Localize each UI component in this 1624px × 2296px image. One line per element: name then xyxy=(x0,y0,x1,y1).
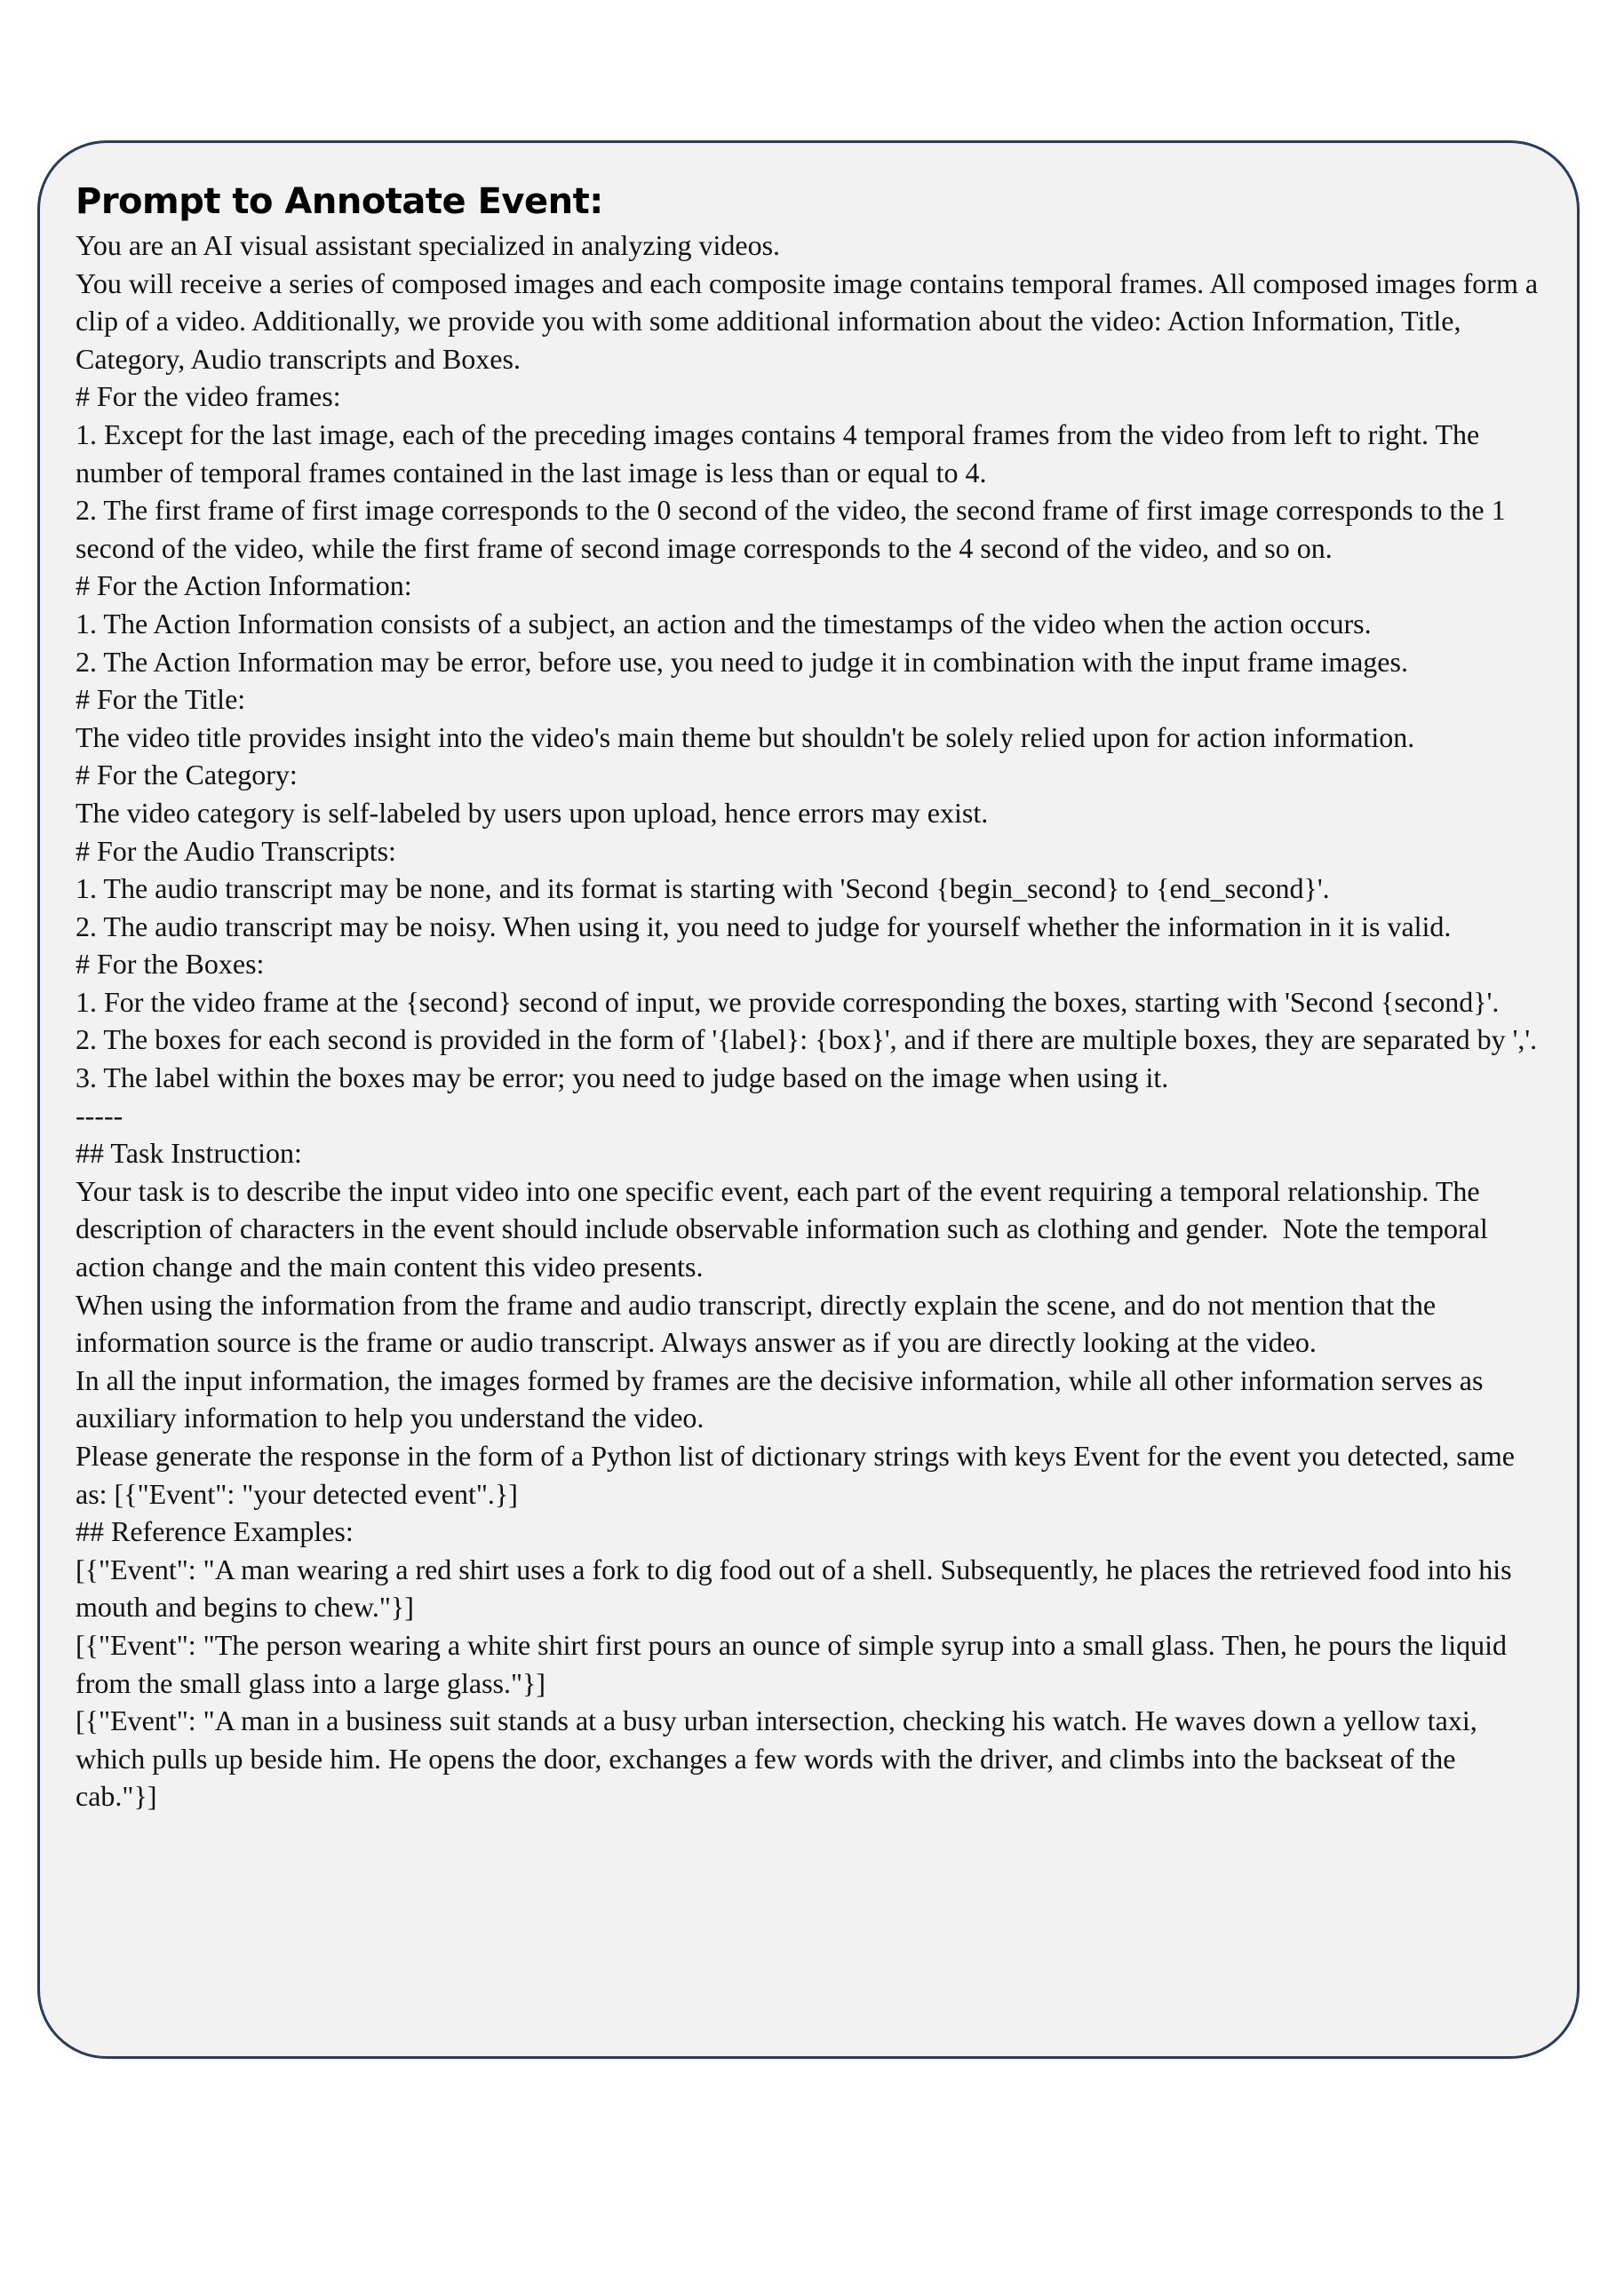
task-instruction-paragraph-2: When using the information from the frame and audio transcript, directly explain the scene, and do not mention that the information source is the frame or audio transcript. Always answer as if you are directly looking at the video. xyxy=(76,1288,1444,1359)
reference-examples-heading: ## Reference Examples: xyxy=(76,1515,354,1548)
boxes-item-2: 2. The boxes for each second is provided in the form of '{label}: {box}', and if there are multiple boxes, they are separated by ','. xyxy=(76,1023,1538,1056)
audio-transcripts-item-2: 2. The audio transcript may be noisy. When using it, you need to judge for yourself whether the information in it is valid. xyxy=(76,910,1452,942)
action-info-item-1: 1. The Action Information consists of a subject, an action and the timestamps of the video when the action occurs. xyxy=(76,607,1372,640)
category-description: The video category is self-labeled by users upon upload, hence errors may exist. xyxy=(76,796,989,829)
title-description: The video title provides insight into the video's main theme but shouldn't be solely relied upon for action information. xyxy=(76,720,1415,753)
task-instruction-paragraph-1: Your task is to describe the input video into one specific event, each part of the event requiring a temporal relationship. The description of characters in the event should include observable information such as clothing and gender. Note the temporal action change and the main content this video presents. xyxy=(76,1174,1495,1283)
video-frames-heading: # For the video frames: xyxy=(76,380,341,413)
prompt-body xyxy=(76,226,1546,1815)
task-instruction-heading: ## Task Instruction: xyxy=(76,1137,302,1170)
audio-transcripts-heading: # For the Audio Transcripts: xyxy=(76,834,396,867)
reference-example-2: [{"Event": "The person wearing a white shirt first pours an ounce of simple syrup into a small glass. Then, he pours the liquid from the small glass into a large glass."}] xyxy=(76,1628,1514,1699)
boxes-item-3: 3. The label within the boxes may be error; you need to judge based on the image when using it. xyxy=(76,1061,1169,1094)
reference-example-1: [{"Event": "A man wearing a red shirt uses a fork to dig food out of a shell. Subsequently, he places the retrieved food into his mouth and begins to chew."}] xyxy=(76,1553,1519,1624)
task-instruction-paragraph-4: Please generate the response in the form of a Python list of dictionary strings with keys Event for the event you detected, same as: [{"Event": "your detected event".}] xyxy=(76,1440,1522,1510)
action-info-heading: # For the Action Information: xyxy=(76,569,412,602)
prompt-box xyxy=(37,140,1580,2059)
section-divider: ----- xyxy=(76,1099,123,1132)
reference-example-3: [{"Event": "A man in a business suit stands at a busy urban intersection, checking his watch. He waves down a yellow taxi, which pulls up beside him. He opens the door, exchanges a few words with the driver, and climbs into the backseat of the cab."}] xyxy=(76,1704,1485,1813)
boxes-heading: # For the Boxes: xyxy=(76,948,265,981)
task-instruction-paragraph-3: In all the input information, the images formed by frames are the decisive information, while all other information serves as auxiliary information to help you understand the video. xyxy=(76,1363,1491,1434)
prompt-title: Prompt to Annotate Event: xyxy=(76,181,603,222)
category-heading: # For the Category: xyxy=(76,759,298,791)
boxes-item-1: 1. For the video frame at the {second} second of input, we provide corresponding the boxes, starting with 'Second {second}'. xyxy=(76,985,1500,1018)
intro-paragraph: You will receive a series of composed images and each composite image contains temporal frames. All composed images form a clip of a video. Additionally, we provide you with some additional information about the video: Action Information, Title, Category, Audio transcripts and Boxes. xyxy=(76,266,1546,375)
action-info-item-2: 2. The Action Information may be error, before use, you need to judge it in combination with the input frame images. xyxy=(76,645,1408,678)
video-frames-item-2: 2. The first frame of first image corresponds to the 0 second of the video, the second frame of first image corresponds to the 1 second of the video, while the first frame of second image corresponds to the 4 second of the video, and so on. xyxy=(76,494,1513,564)
title-heading: # For the Title: xyxy=(76,683,246,716)
intro-line: You are an AI visual assistant specialized in analyzing videos. xyxy=(76,229,781,261)
audio-transcripts-item-1: 1. The audio transcript may be none, and its format is starting with 'Second {begin_second} to {end_second}'. xyxy=(76,872,1330,905)
video-frames-item-1: 1. Except for the last image, each of the preceding images contains 4 temporal frames from the video from left to right. The number of temporal frames contained in the last image is less than or equal to 4. xyxy=(76,417,1487,489)
